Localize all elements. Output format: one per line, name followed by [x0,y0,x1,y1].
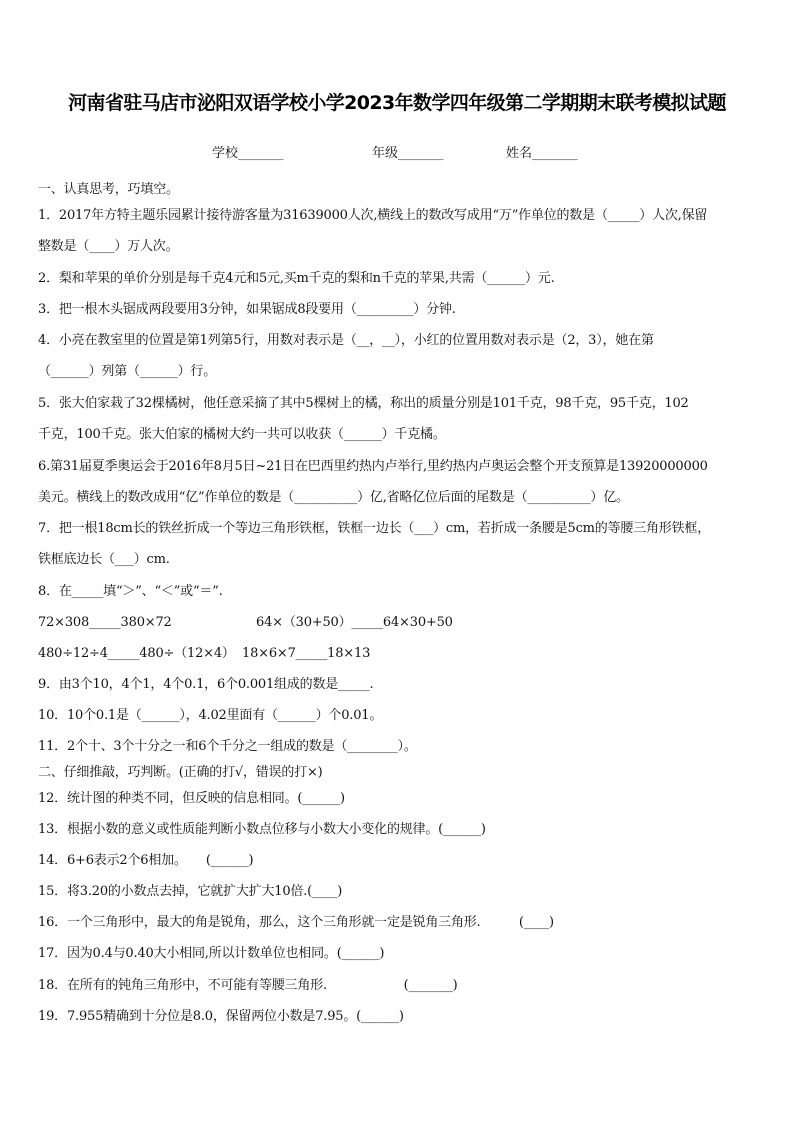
question-7-line-2: 铁框底边长（___）cm. [38,552,170,567]
question-6-line-2: 美元。横线上的数改成用“亿”作单位的数是（__________）亿,省略亿位后面的尾数是（__________）亿。 [38,490,629,505]
name-field: 姓名_______ [506,146,578,161]
question-1-line-1: 1．2017年方特主题乐园累计接待游客量为31639000人次,横线上的数改写成用“万”作单位的数是（_____）人次,保留 [38,208,708,223]
question-15: 15．将3.20的小数点去掉，它就扩大扩大10倍.(____) [38,884,343,899]
compare-3: 480÷12÷4_____480÷（12×4） [38,646,235,661]
question-2: 2．梨和苹果的单价分别是每千克4元和5元,买m千克的梨和n千克的苹果,共需（______）元. [38,271,555,286]
question-14: 14．6+6表示2个6相加。 (______) [38,853,254,868]
question-3: 3．把一根木头锯成两段要用3分钟，如果锯成8段要用（_________）分钟. [38,302,456,317]
exam-title: 河南省驻马店市泌阳双语学校小学2023年数学四年级第二学期期末联考模拟试题 [68,92,726,114]
question-16: 16．一个三角形中，最大的角是锐角，那么，这个三角形就一定是锐角三角形. (____) [38,915,554,930]
section-heading-fill: 一、认真思考，巧填空。 [38,182,179,197]
compare-4: 18×6×7_____18×13 [242,646,371,661]
question-13: 13．根据小数的意义或性质能判断小数点位移与小数大小变化的规律。(______) [38,822,486,837]
compare-1: 72×308_____380×72 [38,615,172,630]
question-9: 9．由3个10，4个1，4个0.1，6个0.001组成的数是_____. [38,677,374,692]
question-19: 19．7.955精确到十分位是8.0，保留两位小数是7.95。(______) [38,1009,404,1024]
school-field: 学校_______ [212,146,284,161]
grade-field: 年级_______ [372,146,444,161]
compare-2: 64×（30+50）_____64×30+50 [256,615,453,630]
question-17: 17．因为0.4与0.40大小相同,所以计数单位也相同。(______) [38,946,385,961]
question-5-line-1: 5．张大伯家栽了32棵橘树，他任意采摘了其中5棵树上的橘，称出的质量分别是101千克，98千克，95千克，102 [38,396,689,411]
question-10: 10．10个0.1是（______），4.02里面有（______）个0.01。 [38,708,383,723]
question-12: 12．统计图的种类不同，但反映的信息相同。(______) [38,791,345,806]
question-11: 11．2个十、3个十分之一和6个千分之一组成的数是（________）。 [38,739,417,754]
question-5-line-2: 千克，100千克。张大伯家的橘树大约一共可以收获（______）千克橘。 [38,427,446,442]
question-6-line-1: 6.第31届夏季奥运会于2016年8月5日~21日在巴西里约热内卢举行,里约热内卢奥运会整个开支预算是13920000000 [38,459,708,474]
question-7-line-1: 7．把一根18cm长的铁丝折成一个等边三角形铁框，铁框一边长（___）cm，若折成一条腰是5cm的等腰三角形铁框， [38,521,711,536]
question-8: 8．在_____填“＞”、“＜”或“＝”. [38,584,223,599]
question-4-line-2: （______）列第（______）行。 [38,364,217,379]
question-18: 18．在所有的钝角三角形中，不可能有等腰三角形. (_______) [38,978,458,993]
question-1-line-2: 整数是（____）万人次。 [38,239,179,254]
question-4-line-1: 4．小亮在教室里的位置是第1列第5行，用数对表示是（__，__），小红的位置用数对表示是（2，3），她在第 [38,333,654,348]
section-heading-judge: 二、仔细推敲，巧判断。(正确的打√，错误的打×) [38,765,323,780]
